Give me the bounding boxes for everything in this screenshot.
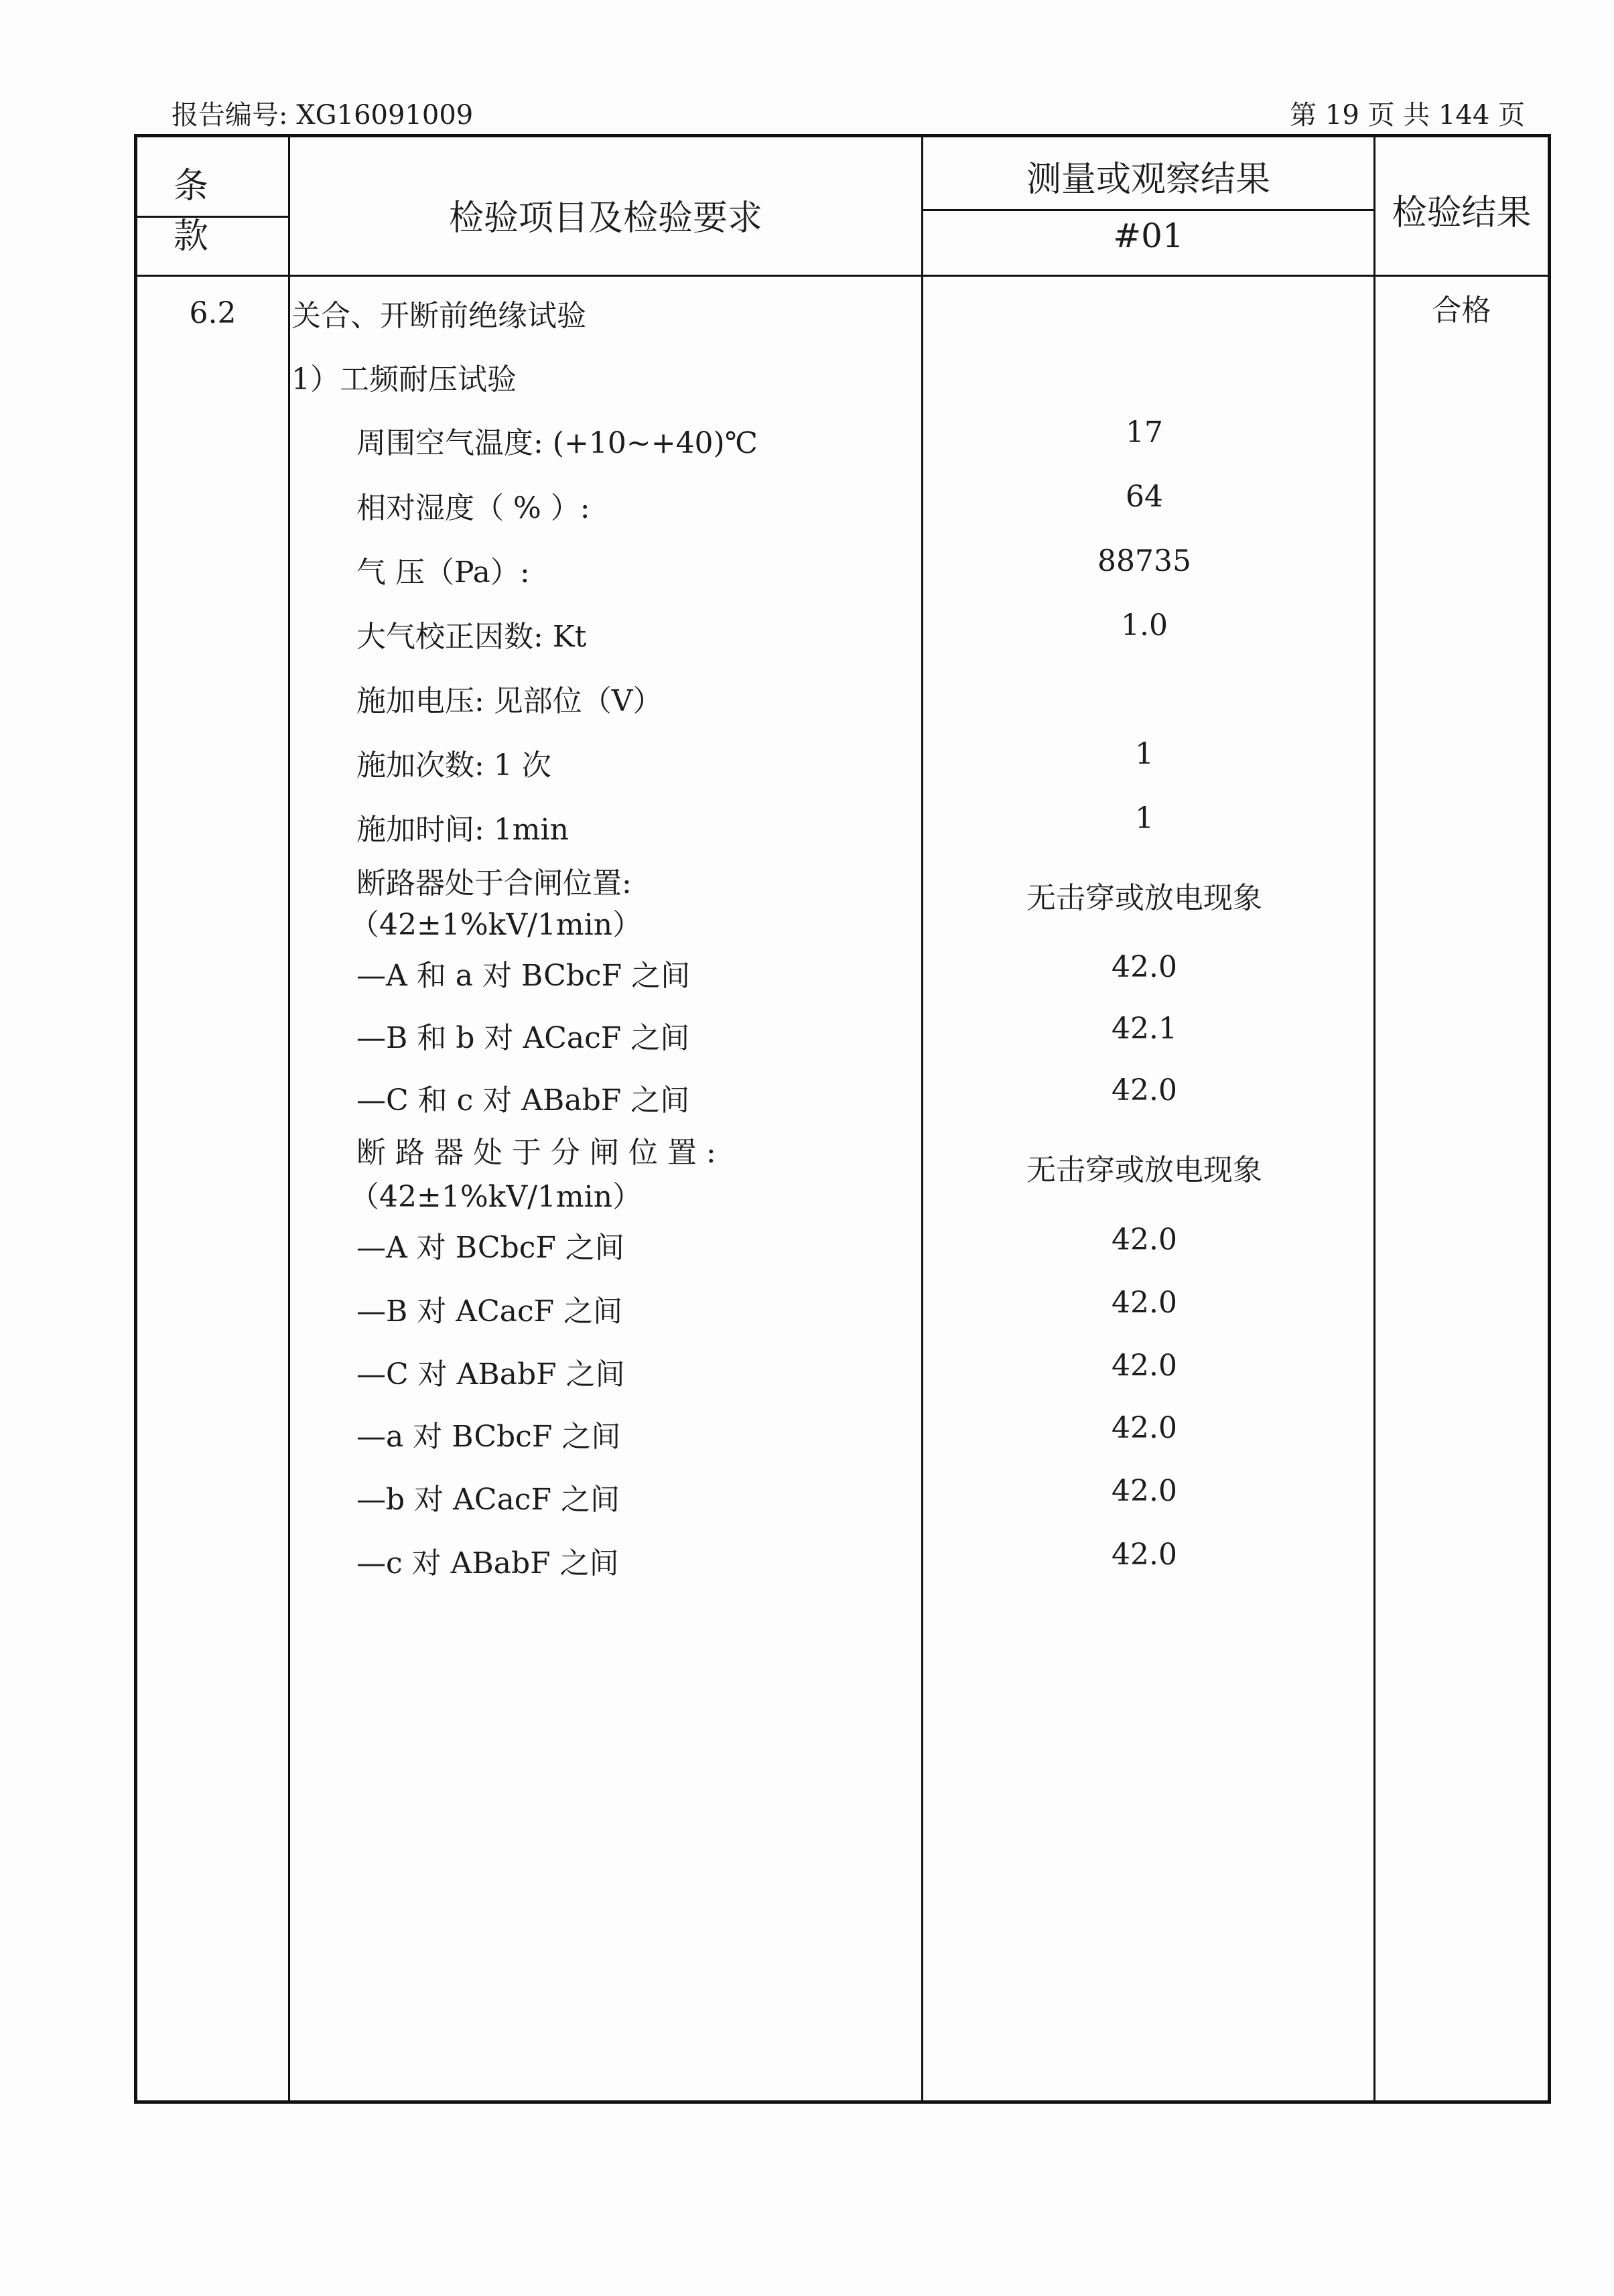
item-row: 1）工频耐压试验 xyxy=(291,362,517,397)
divider-measure xyxy=(1373,137,1375,2100)
item-row: 断 路 器 处 于 分 闸 位 置 : xyxy=(356,1136,716,1170)
measure-value: 1 xyxy=(1135,737,1154,771)
divider-clause xyxy=(288,137,290,2100)
item-row-sub: （42±1%kV/1min） xyxy=(350,908,643,942)
result-verdict: 合格 xyxy=(1432,293,1491,328)
measure-value: 无击穿或放电现象 xyxy=(1026,1153,1262,1187)
header-sample: #01 xyxy=(1113,216,1184,255)
header-result: 检验结果 xyxy=(1392,193,1532,233)
item-row: —C 和 c 对 ABabF 之间 xyxy=(356,1083,690,1118)
measure-value: 42.0 xyxy=(1112,1474,1177,1508)
header-clause: 条 款 xyxy=(173,166,222,257)
item-row: —A 对 BCbcF 之间 xyxy=(356,1231,624,1265)
measure-value: 42.0 xyxy=(1112,1286,1177,1320)
measure-value: 42.0 xyxy=(1112,950,1177,984)
header-measure: 测量或观察结果 xyxy=(1026,159,1270,200)
item-row-sub: （42±1%kV/1min） xyxy=(350,1180,643,1214)
report-number: 报告编号: XG16091009 xyxy=(172,100,474,131)
item-row: 断路器处于合闸位置: xyxy=(356,866,632,900)
measure-value: 无击穿或放电现象 xyxy=(1026,881,1262,915)
item-row: —a 对 BCbcF 之间 xyxy=(356,1420,621,1454)
item-row: 大气校正因数: Kt xyxy=(356,620,587,654)
item-row: —b 对 ACacF 之间 xyxy=(356,1483,620,1517)
section-title: 关合、开断前绝缘试验 xyxy=(291,299,586,333)
measure-value: 42.1 xyxy=(1112,1012,1177,1046)
item-row: 气 压（Pa）: xyxy=(356,555,530,590)
item-row: 施加时间: 1min xyxy=(356,813,569,847)
item-row: —C 对 ABabF 之间 xyxy=(356,1357,625,1392)
clause-number: 6.2 xyxy=(189,296,237,330)
item-row: —B 和 b 对 ACacF 之间 xyxy=(356,1021,690,1055)
measure-value: 64 xyxy=(1126,480,1163,514)
divider-header xyxy=(137,275,1548,277)
item-row: —c 对 ABabF 之间 xyxy=(356,1546,619,1580)
divider-item xyxy=(921,137,923,2100)
item-row: 相对湿度（ % ）: xyxy=(356,491,590,525)
measure-value: 88735 xyxy=(1097,544,1191,578)
header-item: 检验项目及检验要求 xyxy=(448,198,762,239)
measure-value: 42.0 xyxy=(1112,1073,1177,1107)
item-row: 施加电压: 见部位（V） xyxy=(356,684,663,718)
item-row: 周围空气温度: (+10~+40)℃ xyxy=(356,426,758,460)
measure-value: 17 xyxy=(1126,415,1163,450)
measure-value: 1.0 xyxy=(1121,608,1168,643)
measure-value: 42.0 xyxy=(1112,1538,1177,1572)
measure-value: 42.0 xyxy=(1112,1223,1177,1257)
measure-value: 42.0 xyxy=(1112,1349,1177,1383)
item-row: —B 对 ACacF 之间 xyxy=(356,1294,623,1329)
item-row: 施加次数: 1 次 xyxy=(356,748,551,783)
page-info: 第 19 页 共 144 页 xyxy=(1290,100,1525,131)
divider-measure-sub xyxy=(921,209,1373,211)
measure-value: 42.0 xyxy=(1112,1411,1177,1445)
item-row: —A 和 a 对 BCbcF 之间 xyxy=(356,959,691,993)
measure-value: 1 xyxy=(1135,801,1154,835)
